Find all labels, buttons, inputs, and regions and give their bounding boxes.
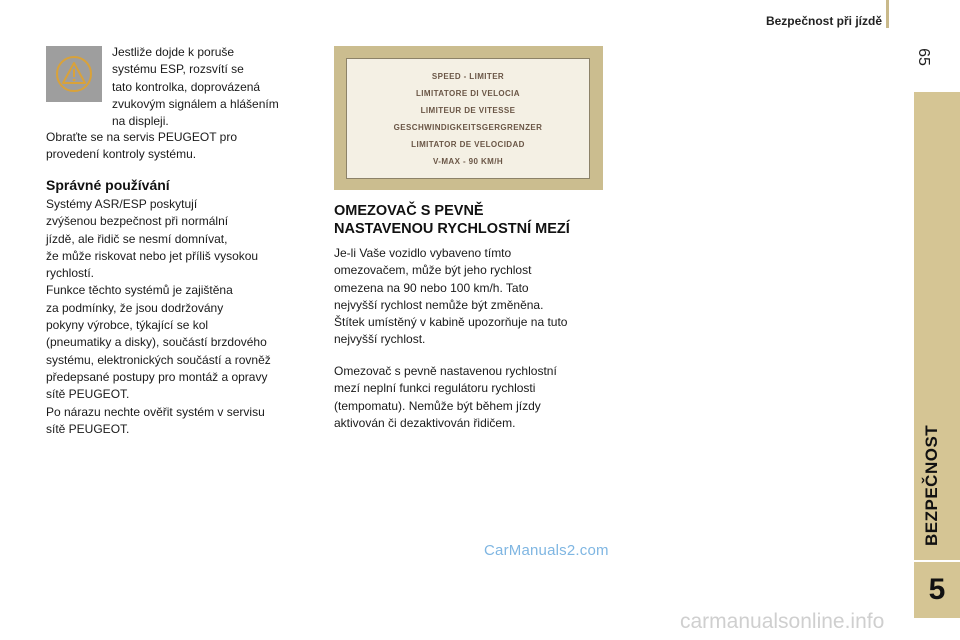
sticker-line: LIMITEUR DE VITESSE bbox=[420, 105, 516, 115]
sticker-line: LIMITATORE DI VELOCIA bbox=[416, 88, 520, 98]
watermark-carmanualsonline: carmanualsonline.info bbox=[680, 610, 885, 633]
speed-limiter-sticker bbox=[346, 58, 590, 179]
warning-lamp-box bbox=[46, 46, 102, 102]
chapter-label-wrapper bbox=[914, 92, 960, 560]
esp-warning-text: Jestliže dojde k poruše systému ESP, rozsvítí se tato kontrolka, doprovázená zvukovým signálem a hlášením na displeji. bbox=[112, 45, 279, 129]
esp-service-text: Obraťte se na servis PEUGEOT pro provedení kontroly systému. bbox=[46, 130, 238, 162]
warning-triangle-icon bbox=[54, 54, 94, 94]
speed-limiter-label-photo bbox=[334, 46, 603, 190]
section-heading-correct-use: Správné používání bbox=[46, 177, 170, 193]
page-number: 65 bbox=[915, 48, 932, 66]
section-body-correct-use: Systémy ASR/ESP poskytují zvýšenou bezpečnost při normální jízdě, ale řidič se nesmí domnívat, že může riskovat nebo jet příliš vysokou rychlostí. Funkce těchto systémů je zajištěna za podmínky, že jsou dodržovány pokyny výrobce, týkající se kol (pneumatiky a disky), součástí brzdového systému, elektronických součástí a rovněž předepsané postupy pro montáž a opravy sítě PEUGEOT. Po nárazu nechte ověřit systém v servisu sítě PEUGEOT. bbox=[46, 197, 271, 436]
speed-limiter-heading: OMEZOVAČ S PEVNĚ NASTAVENOU RYCHLOSTNÍ MEZÍ bbox=[334, 203, 570, 237]
sticker-line: LIMITATOR DE VELOCIDAD bbox=[411, 139, 525, 149]
watermark-carmanuals2: CarManuals2.com bbox=[484, 542, 609, 559]
sticker-line: GESCHWINDIGKEITSGERGRENZER bbox=[393, 122, 543, 132]
chapter-number-box bbox=[914, 562, 960, 618]
chapter-label: BEZPEČNOST bbox=[922, 424, 941, 546]
chapter-side-tab bbox=[914, 92, 960, 560]
chapter-number: 5 bbox=[928, 573, 946, 606]
speed-limiter-paragraph-1: Je-li Vaše vozidlo vybaveno tímto omezovačem, může být jeho rychlost omezena na 90 nebo 100 km/h. Tato nejvyšší rychlost nemůže být změněna. Štítek umístěný v kabině upozorňuje na tuto nejvyšší rychlost. bbox=[334, 246, 568, 347]
header-section-title: Bezpečnost při jízdě bbox=[765, 14, 882, 28]
sticker-line: V-MAX - 90 KM/H bbox=[432, 156, 503, 166]
speed-limiter-paragraph-2: Omezovač s pevně nastavenou rychlostní mezí neplní funkci regulátoru rychlosti (tempomatu). Nemůže být během jízdy aktivován či dezaktivován řidičem. bbox=[334, 364, 557, 430]
header-divider bbox=[886, 0, 889, 28]
sticker-line: SPEED - LIMITER bbox=[431, 71, 505, 81]
